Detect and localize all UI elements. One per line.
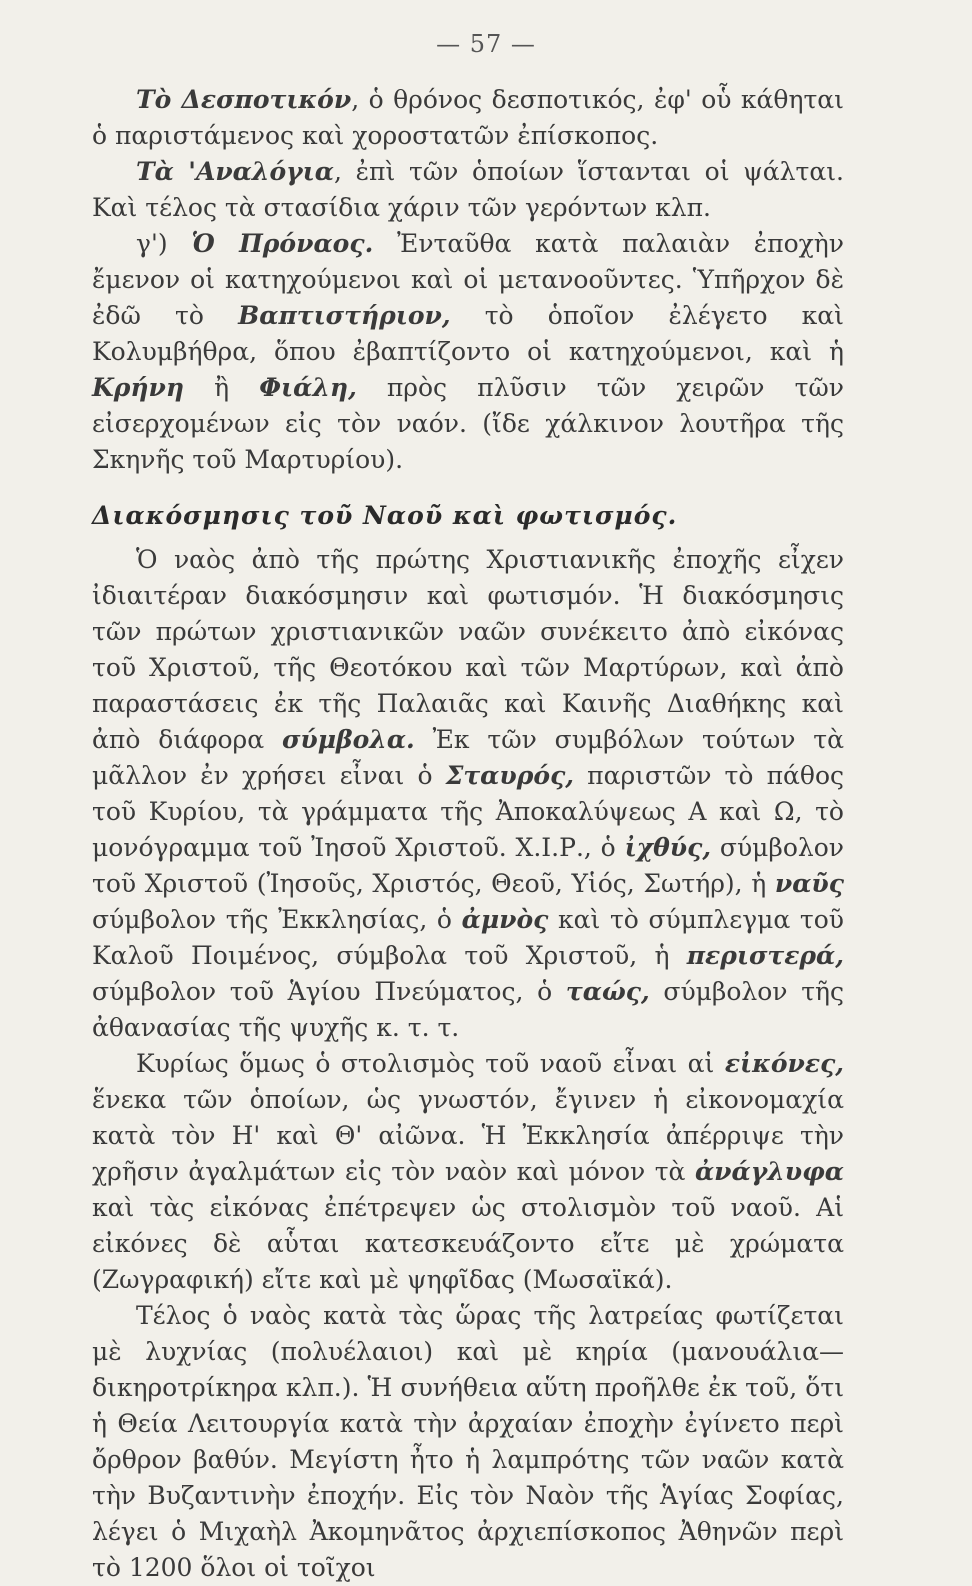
paragraph-text: Ἐνταῦθα κατὰ παλαιὰν ἐποχὴν ἔμενον οἱ κατηχούμενοι καὶ οἱ μετανοοῦντες. Ὑπῆρχον δὲ ἐδῶ τὸ xyxy=(92,229,844,330)
paragraph-text: ἕνεκα τῶν ὁποίων, ὡς γνωστόν, ἔγινεν ἡ εἰκονομαχία κατὰ τὸν Η' καὶ Θ' αἰῶνα. Ἡ Ἐκκλησία ἀπέρριψε τὴν χρῆσιν ἀγαλμάτων εἰς τὸν ναὸν καὶ μόνον τὰ xyxy=(92,1085,844,1186)
paragraph-text: σύμβολον τῆς Ἐκκλησίας, ὁ xyxy=(92,905,462,934)
term-ichthys: ἰχθύς, xyxy=(624,833,712,862)
paragraph-decoration xyxy=(92,542,844,1046)
paragraph-text: σύμβολον τοῦ Ἁγίου Πνεύματος, ὁ xyxy=(92,977,566,1006)
paragraph-text: καὶ τὸ σύμπλεγμα τοῦ Καλοῦ Ποιμένος, σύμβολα τοῦ Χριστοῦ, ἡ xyxy=(92,905,844,970)
paragraph-text: Ὁ ναὸς ἀπὸ τῆς πρώτης Χριστιανικῆς ἐποχῆς εἶχεν ἰδιαιτέραν διακόσμησιν καὶ φωτισμόν. Ἡ διακόσμησις τῶν πρώτων χριστιανικῶν ναῶν συνέκειτο ἀπὸ εἰκόνας τοῦ Χριστοῦ, τῆς Θεοτόκου καὶ τῶν Μαρτύρων, καὶ ἀπὸ παραστάσεις ἐκ τῆς Παλαιᾶς καὶ Καινῆς Διαθήκης καὶ ἀπὸ διάφορα xyxy=(92,545,844,754)
paragraph-text: πρὸς πλῦσιν τῶν χειρῶν τῶν εἰσερχομένων εἰς τὸν ναόν. (ἴδε χάλκινον λουτῆρα τῆς Σκηνῆς τοῦ Μαρτυρίου). xyxy=(92,373,845,474)
paragraph-text: Κυρίως ὅμως ὁ στολισμὸς τοῦ ναοῦ εἶναι αἱ xyxy=(136,1049,725,1078)
page-number: — 57 — xyxy=(436,30,536,58)
paragraph-icons xyxy=(92,1046,844,1298)
paragraph-text: σύμβολον τοῦ Χριστοῦ (Ἰησοῦς, Χριστός, Θεοῦ, Υἱός, Σωτήρ), ἡ xyxy=(92,833,845,898)
term-symvola: σύμβολα. xyxy=(281,725,415,754)
term-fiali: Φιάλη, xyxy=(259,373,357,402)
paragraph-text: , ἐπὶ τῶν ὁποίων ἵστανται οἱ ψάλται. Καὶ τέλος τὰ στασίδια χάριν τῶν γερόντων κλπ. xyxy=(92,157,844,222)
list-marker: γ') xyxy=(136,229,192,258)
term-stavros: Σταυρός, xyxy=(445,761,574,790)
term-peristera: περιστερά, xyxy=(686,941,844,970)
term-eikones: εἰκόνες, xyxy=(724,1049,844,1078)
paragraph-text: καὶ τὰς εἰκόνας ἐπέτρεψεν ὡς στολισμὸν τοῦ ναοῦ. Αἱ εἰκόνες δὲ αὗται κατεσκευάζοντο εἴτε μὲ χρώματα (Ζωγραφική) εἴτε καὶ μὲ ψηφῖδας (Μωσαϊκά). xyxy=(92,1193,844,1294)
paragraph-text: παριστῶν τὸ πάθος τοῦ Κυρίου, τὰ γράμματα τῆς Ἀποκαλύψεως Α καὶ Ω, τὸ μονόγραμμα τοῦ Ἰησοῦ Χριστοῦ. Χ.Ι.Ρ., ὁ xyxy=(92,761,844,862)
body-text xyxy=(92,82,844,1586)
paragraph-text: Τέλος ὁ ναὸς κατὰ τὰς ὥρας τῆς λατρείας φωτίζεται μὲ λυχνίας (πολυέλαιοι) καὶ μὲ κηρία (μανουάλια—δικηροτρίκηρα κλπ.). Ἡ συνήθεια αὕτη προῆλθε ἐκ τοῦ, ὅτι ἡ Θεία Λειτουργία κατὰ τὴν ἀρχαίαν ἐποχὴν ἐγίνετο περὶ ὄρθρον βαθύν. Μεγίστη ἦτο ἡ λαμπρότης τῶν ναῶν κατὰ τὴν Βυζαντινὴν ἐποχήν. Εἰς τὸν Ναὸν τῆς Ἁγίας Σοφίας, λέγει ὁ Μιχαὴλ Ἀκομηνᾶτος ἀρχιεπίσκοπος Ἀθηνῶν περὶ τὸ 1200 ὅλοι οἱ τοῖχοι xyxy=(92,1301,844,1582)
term-nafs: ναῦς xyxy=(774,869,844,898)
term-anaglyfa: ἀνάγλυφα xyxy=(694,1157,844,1186)
paragraph-lighting xyxy=(92,1298,844,1586)
term-analogia: Τὰ 'Αναλόγια xyxy=(136,157,334,186)
section-heading: Διακόσμησις τοῦ Ναοῦ καὶ φωτισμός. xyxy=(92,501,678,530)
term-krini: Κρήνη xyxy=(92,373,185,402)
term-despotikon: Τὸ Δεσποτικόν xyxy=(136,85,352,114)
paragraph-text: σύμβολον τῆς ἀθανασίας τῆς ψυχῆς κ. τ. τ. xyxy=(92,977,844,1042)
term-taos: ταώς, xyxy=(565,977,650,1006)
paragraph-text: Ἐκ τῶν συμβόλων τούτων τὰ μᾶλλον ἐν χρήσει εἶναι ὁ xyxy=(92,725,845,790)
term-amnos: ἀμνὸς xyxy=(461,905,549,934)
paragraph-pronaos xyxy=(92,226,844,478)
paragraph-text: τὸ ὁποῖον ἐλέγετο καὶ Κολυμβήθρα, ὅπου ἐβαπτίζοντο οἱ κατηχούμενοι, καὶ ἡ xyxy=(92,301,844,366)
paragraph-despotikon xyxy=(92,82,844,154)
term-pronaos: Ὁ Πρόναος. xyxy=(191,229,374,258)
paragraph-analogia xyxy=(92,154,844,226)
paragraph-text: , ὁ θρόνος δεσποτικός, ἐφ' οὗ κάθηται ὁ παριστάμενος καὶ χοροστατῶν ἐπίσκοπος. xyxy=(92,85,844,150)
term-baptisterion: Βαπτιστήριον, xyxy=(238,301,451,330)
paragraph-text: ἢ xyxy=(184,373,260,402)
